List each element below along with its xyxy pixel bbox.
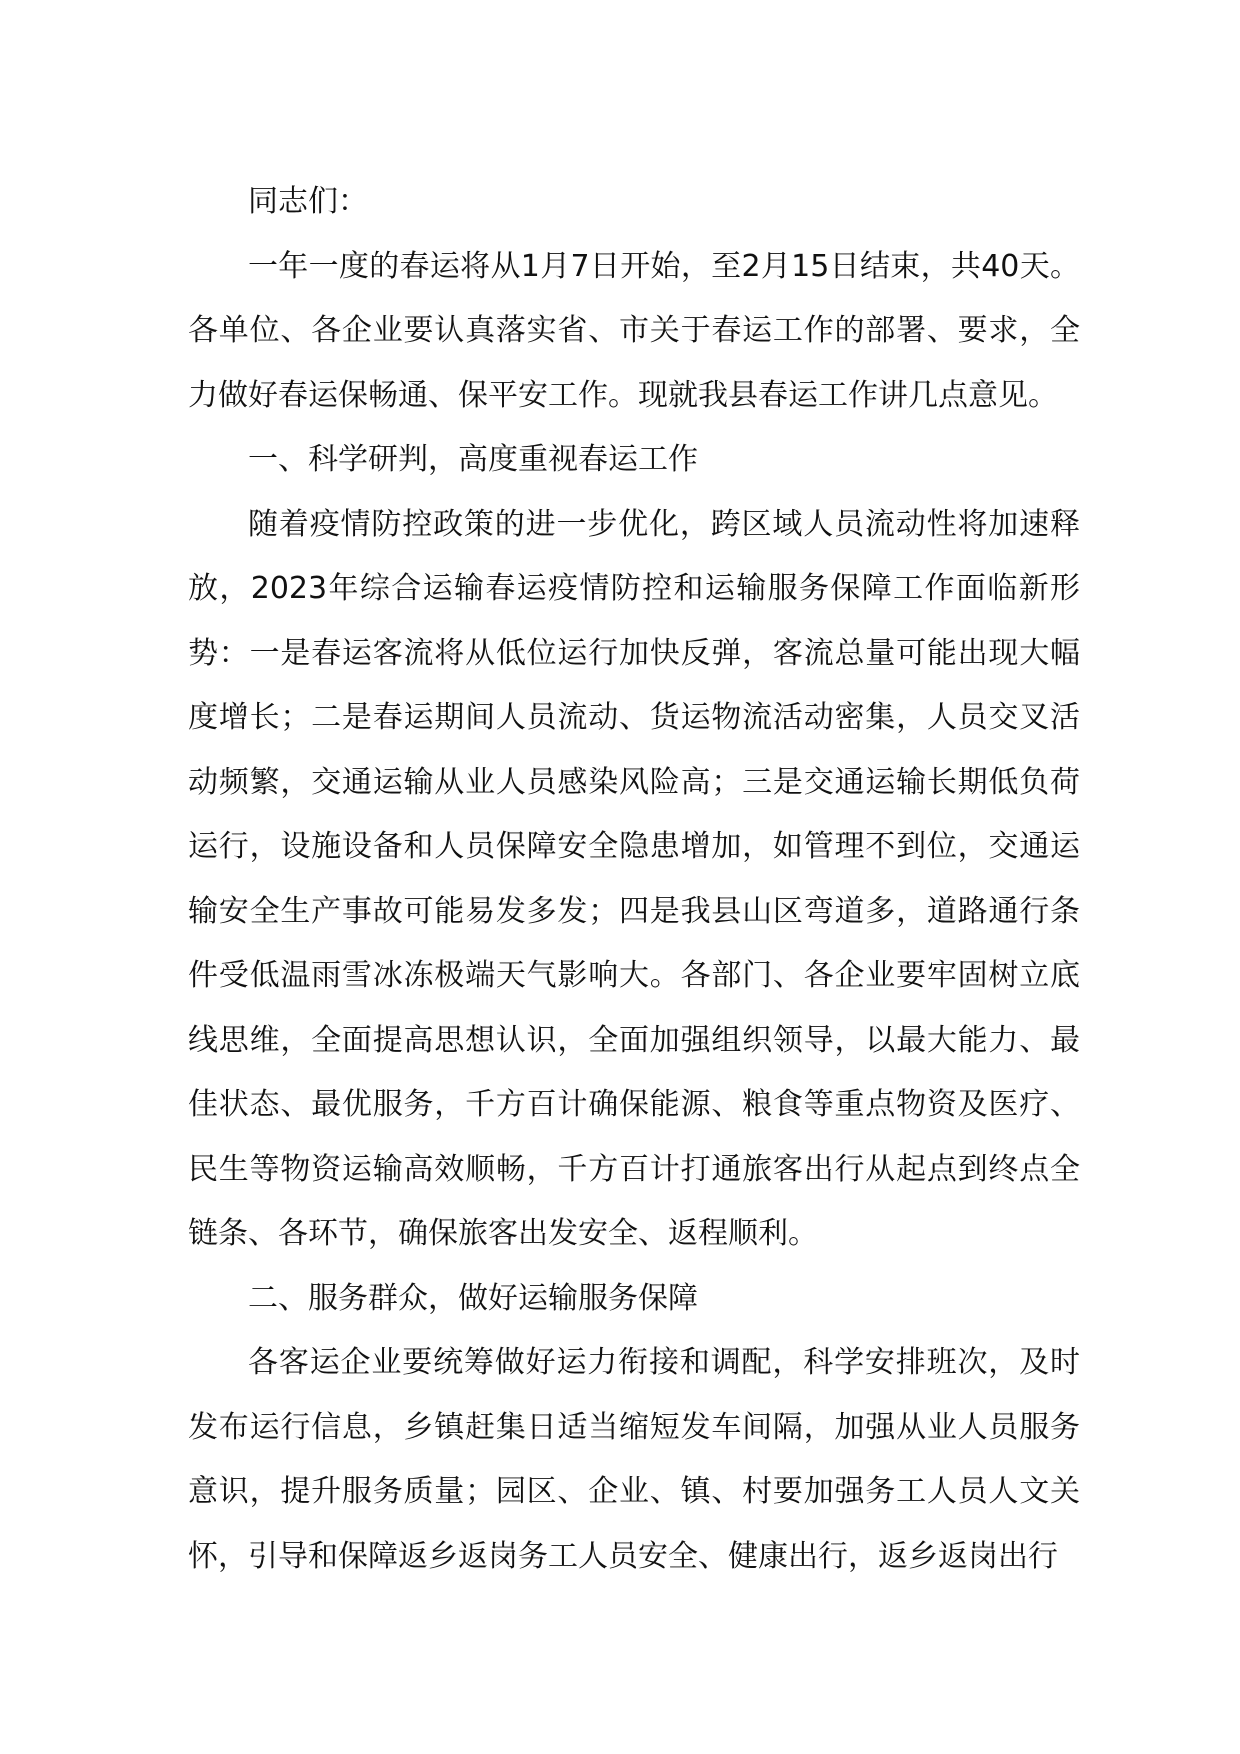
document-body <box>188 170 1080 1589</box>
section-1-heading: 一、科学研判，高度重视春运工作 <box>248 442 698 477</box>
intro-paragraph: 一年一度的春运将从1月7日开始，至2月15日结束，共40天。各单位、各企业要认真落实省、市关于春运工作的部署、要求，全力做好春运保畅通、保平安工作。现就我县春运工作讲几点意见。 <box>188 248 1080 413</box>
greeting: 同志们： <box>248 184 368 219</box>
section-1-paragraph: 随着疫情防控政策的进一步优化，跨区域人员流动性将加速释放，2023年综合运输春运疫情防控和运输服务保障工作面临新形势：一是春运客流将从低位运行加快反弹，客流总量可能出现大幅度增长；二是春运期间人员流动、货运物流活动密集，人员交叉活动频繁，交通运输从业人员感染风险高；三是交通运输长期低负荷运行，设施设备和人员保障安全隐患增加，如管理不到位，交通运输安全生产事故可能易发多发；四是我县山区弯道多，道路通行条件受低温雨雪冰冻极端天气影响大。各部门、各企业要牢固树立底线思维，全面提高思想认识，全面加强组织领导，以最大能力、最佳状态、最优服务，千方百计确保能源、粮食等重点物资及医疗、民生等物资运输高效顺畅，千方百计打通旅客出行从起点到终点全链条、各环节，确保旅客出发安全、返程顺利。 <box>188 506 1080 1251</box>
section-2-paragraph: 各客运企业要统筹做好运力衔接和调配，科学安排班次，及时发布运行信息，乡镇赶集日适当缩短发车间隔，加强从业人员服务意识，提升服务质量；园区、企业、镇、村要加强务工人员人文关怀，引导和保障返乡返岗务工人员安全、健康出行，返乡返岗出行 <box>188 1345 1080 1574</box>
section-2-heading: 二、服务群众，做好运输服务保障 <box>248 1280 698 1316</box>
